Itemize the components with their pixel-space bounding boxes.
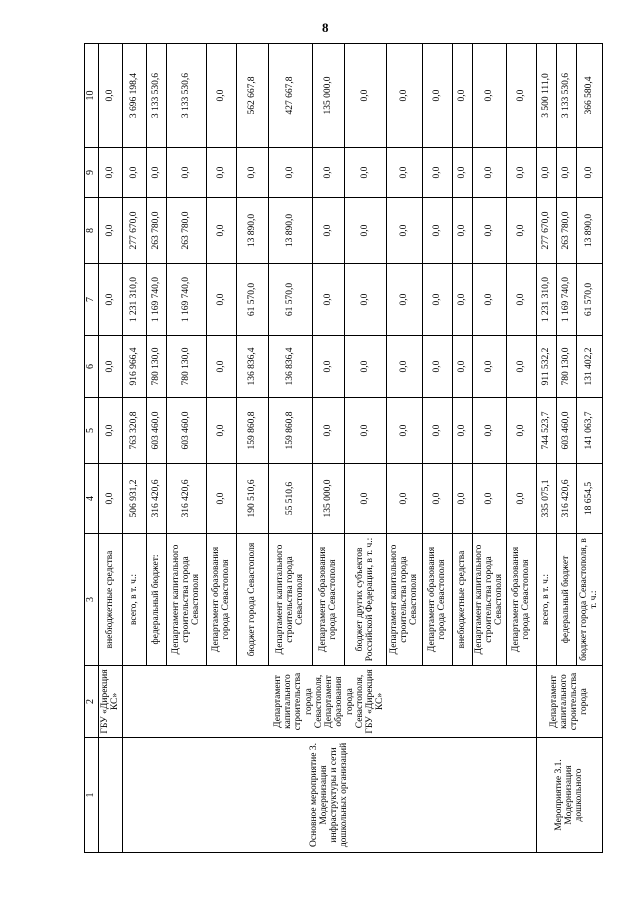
value-cell: 0,0 — [312, 264, 344, 336]
value-cell: 0,0 — [506, 198, 536, 264]
value-cell: 506 931,2 — [122, 464, 146, 534]
value-cell: 0,0 — [98, 198, 122, 264]
value-cell: 61 570,0 — [236, 264, 268, 336]
activity-cell: Основное мероприятие 3. Модернизация инфраструктуры и сети дошкольных организаций — [122, 738, 536, 853]
value-cell: 13 890,0 — [268, 198, 312, 264]
value-cell: 136 836,4 — [268, 336, 312, 398]
value-cell: 263 780,0 — [556, 198, 576, 264]
value-cell: 135 000,0 — [312, 464, 344, 534]
source-cell: Департамент капитального строительства города Севастополя — [472, 534, 506, 666]
source-cell: федеральный бюджет: — [146, 534, 166, 666]
header-cell: 9 — [85, 148, 99, 198]
value-cell: 0,0 — [452, 464, 472, 534]
value-cell: 0,0 — [452, 398, 472, 464]
value-cell: 263 780,0 — [146, 198, 166, 264]
value-cell: 0,0 — [98, 148, 122, 198]
rotated-table-container — [84, 44, 600, 853]
value-cell: 0,0 — [422, 44, 452, 148]
header-cell: 3 — [85, 534, 99, 666]
value-cell: 277 670,0 — [536, 198, 556, 264]
value-cell: 0,0 — [472, 336, 506, 398]
value-cell: 0,0 — [98, 44, 122, 148]
value-cell: 141 063,7 — [576, 398, 602, 464]
header-cell: 6 — [85, 336, 99, 398]
value-cell: 0,0 — [422, 148, 452, 198]
value-cell: 0,0 — [472, 44, 506, 148]
value-cell: 61 570,0 — [576, 264, 602, 336]
value-cell: 3 133 530,6 — [166, 44, 206, 148]
source-cell: всего, в т. ч.: — [122, 534, 146, 666]
value-cell: 780 130,0 — [166, 336, 206, 398]
value-cell: 0,0 — [452, 198, 472, 264]
value-cell: 366 580,4 — [576, 44, 602, 148]
value-cell: 0,0 — [422, 198, 452, 264]
value-cell: 0,0 — [422, 264, 452, 336]
value-cell: 780 130,0 — [146, 336, 166, 398]
value-cell: 0,0 — [536, 148, 556, 198]
source-cell: бюджет других субъектов Российской Федерации, в т. ч.: — [344, 534, 386, 666]
value-cell: 159 860,8 — [236, 398, 268, 464]
value-cell: 0,0 — [344, 464, 386, 534]
value-cell: 0,0 — [576, 148, 602, 198]
source-cell: Департамент капитального строительства города Севастополя — [386, 534, 422, 666]
value-cell: 0,0 — [472, 198, 506, 264]
value-cell: 0,0 — [472, 464, 506, 534]
responsible-cell: ГБУ «Дирекция КС» — [98, 666, 122, 738]
value-cell: 0,0 — [386, 148, 422, 198]
value-cell: 277 670,0 — [122, 198, 146, 264]
value-cell: 316 420,6 — [166, 464, 206, 534]
value-cell: 603 460,0 — [556, 398, 576, 464]
value-cell: 0,0 — [236, 148, 268, 198]
value-cell: 0,0 — [452, 148, 472, 198]
value-cell: 0,0 — [312, 398, 344, 464]
budget-table — [84, 43, 603, 853]
value-cell: 0,0 — [344, 198, 386, 264]
value-cell: 0,0 — [422, 398, 452, 464]
value-cell: 3 500 111,0 — [536, 44, 556, 148]
source-cell: внебюджетные средства — [98, 534, 122, 666]
value-cell: 0,0 — [312, 336, 344, 398]
page-number: 8 — [322, 20, 329, 35]
value-cell: 0,0 — [386, 336, 422, 398]
value-cell: 3 696 198,4 — [122, 44, 146, 148]
value-cell: 0,0 — [386, 264, 422, 336]
value-cell: 55 510,6 — [268, 464, 312, 534]
table-row — [536, 44, 556, 853]
value-cell: 0,0 — [344, 398, 386, 464]
value-cell: 0,0 — [344, 336, 386, 398]
source-cell: Департамент капитального строительства города Севастополя — [268, 534, 312, 666]
source-cell: всего, в т. ч.: — [536, 534, 556, 666]
header-cell: 7 — [85, 264, 99, 336]
value-cell: 135 000,0 — [312, 44, 344, 148]
value-cell: 427 667,8 — [268, 44, 312, 148]
value-cell: 0,0 — [206, 44, 236, 148]
value-cell: 0,0 — [422, 464, 452, 534]
value-cell: 1 231 310,0 — [122, 264, 146, 336]
value-cell: 562 667,8 — [236, 44, 268, 148]
value-cell: 0,0 — [386, 464, 422, 534]
value-cell: 0,0 — [98, 336, 122, 398]
header-cell: 4 — [85, 464, 99, 534]
value-cell: 0,0 — [98, 398, 122, 464]
responsible-cell: Департамент капитального строительства города — [536, 666, 602, 738]
source-cell: Департамент капитального строительства города Севастополя — [166, 534, 206, 666]
value-cell: 263 780,0 — [166, 198, 206, 264]
value-cell: 0,0 — [344, 264, 386, 336]
value-cell: 0,0 — [386, 398, 422, 464]
value-cell: 1 231 310,0 — [536, 264, 556, 336]
value-cell: 131 402,2 — [576, 336, 602, 398]
source-cell: Департамент образования города Севастополя — [506, 534, 536, 666]
value-cell: 916 966,4 — [122, 336, 146, 398]
value-cell: 0,0 — [206, 336, 236, 398]
value-cell: 0,0 — [506, 398, 536, 464]
value-cell: 0,0 — [506, 336, 536, 398]
source-cell: внебюджетные средства — [452, 534, 472, 666]
value-cell: 0,0 — [452, 44, 472, 148]
value-cell: 1 169 740,0 — [556, 264, 576, 336]
value-cell: 0,0 — [506, 44, 536, 148]
value-cell: 13 890,0 — [576, 198, 602, 264]
value-cell: 0,0 — [166, 148, 206, 198]
value-cell: 0,0 — [206, 398, 236, 464]
value-cell: 335 075,1 — [536, 464, 556, 534]
value-cell: 0,0 — [472, 398, 506, 464]
value-cell: 13 890,0 — [236, 198, 268, 264]
empty-cell — [98, 738, 122, 853]
value-cell: 0,0 — [506, 148, 536, 198]
table-row — [122, 44, 146, 853]
value-cell: 0,0 — [452, 336, 472, 398]
value-cell: 0,0 — [122, 148, 146, 198]
value-cell: 0,0 — [506, 464, 536, 534]
source-cell: Департамент образования города Севастополя — [422, 534, 452, 666]
activity-cell: Мероприятие 3.1. Модернизация дошкольного — [536, 738, 602, 853]
value-cell: 18 654,5 — [576, 464, 602, 534]
value-cell: 190 510,6 — [236, 464, 268, 534]
value-cell: 0,0 — [344, 148, 386, 198]
table-row — [98, 44, 122, 853]
value-cell: 0,0 — [386, 198, 422, 264]
value-cell: 603 460,0 — [166, 398, 206, 464]
value-cell: 0,0 — [472, 148, 506, 198]
value-cell: 0,0 — [206, 198, 236, 264]
value-cell: 0,0 — [206, 464, 236, 534]
value-cell: 763 320,8 — [122, 398, 146, 464]
value-cell: 780 130,0 — [556, 336, 576, 398]
table-body — [85, 44, 603, 853]
source-cell: Департамент образования города Севастополя — [312, 534, 344, 666]
header-cell: 5 — [85, 398, 99, 464]
value-cell: 0,0 — [556, 148, 576, 198]
value-cell: 0,0 — [312, 148, 344, 198]
value-cell: 603 460,0 — [146, 398, 166, 464]
value-cell: 0,0 — [472, 264, 506, 336]
value-cell: 159 860,8 — [268, 398, 312, 464]
header-row — [85, 44, 99, 853]
value-cell: 136 836,4 — [236, 336, 268, 398]
value-cell: 0,0 — [312, 198, 344, 264]
header-cell: 8 — [85, 198, 99, 264]
source-cell: бюджет города Севастополя — [236, 534, 268, 666]
value-cell: 61 570,0 — [268, 264, 312, 336]
value-cell: 0,0 — [344, 44, 386, 148]
value-cell: 1 169 740,0 — [166, 264, 206, 336]
source-cell: Департамент образования города Севастополя — [206, 534, 236, 666]
header-cell: 1 — [85, 738, 99, 853]
header-cell: 2 — [85, 666, 99, 738]
value-cell: 744 523,7 — [536, 398, 556, 464]
value-cell: 0,0 — [452, 264, 472, 336]
source-cell: бюджет города Севастополя, в т. ч.: — [576, 534, 602, 666]
value-cell: 0,0 — [506, 264, 536, 336]
responsible-cell: Департамент капитального строительства города Севастополя, Департамент образования города Севастополя, ГБУ «Дирекция КС» — [122, 666, 536, 738]
value-cell: 0,0 — [386, 44, 422, 148]
value-cell: 316 420,6 — [146, 464, 166, 534]
value-cell: 0,0 — [422, 336, 452, 398]
value-cell: 0,0 — [98, 464, 122, 534]
value-cell: 0,0 — [206, 264, 236, 336]
value-cell: 0,0 — [146, 148, 166, 198]
value-cell: 1 169 740,0 — [146, 264, 166, 336]
header-cell: 10 — [85, 44, 99, 148]
value-cell: 316 420,6 — [556, 464, 576, 534]
value-cell: 911 532,2 — [536, 336, 556, 398]
source-cell: федеральный бюджет — [556, 534, 576, 666]
value-cell: 0,0 — [206, 148, 236, 198]
value-cell: 3 133 530,6 — [556, 44, 576, 148]
value-cell: 3 133 530,6 — [146, 44, 166, 148]
value-cell: 0,0 — [98, 264, 122, 336]
value-cell: 0,0 — [268, 148, 312, 198]
